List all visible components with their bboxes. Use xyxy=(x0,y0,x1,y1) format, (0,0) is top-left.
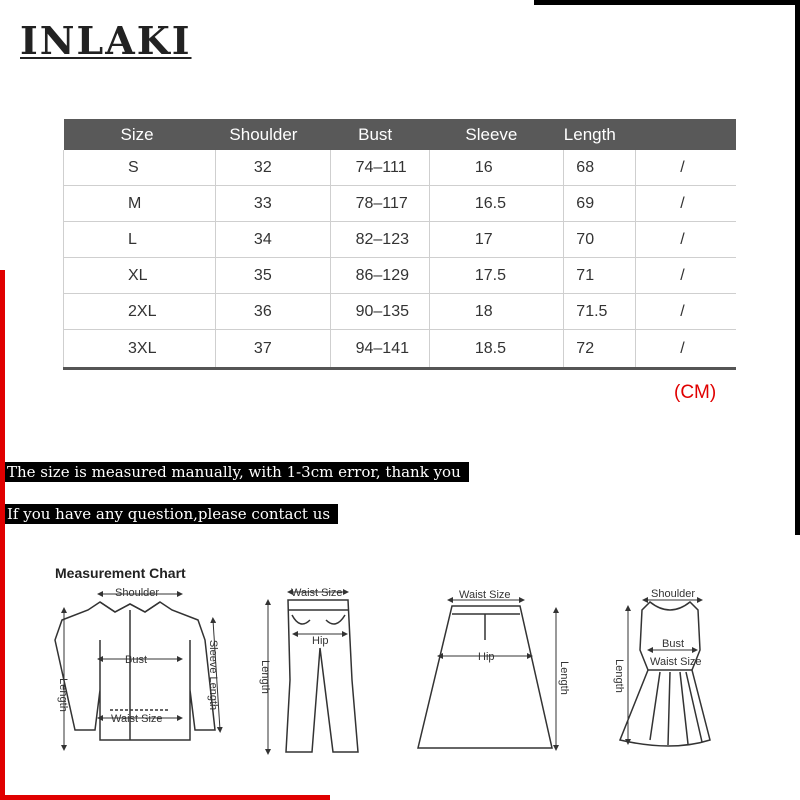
cell-extra: / xyxy=(636,186,736,222)
header-sleeve: Sleeve xyxy=(429,119,563,150)
skirt-icon xyxy=(418,606,552,748)
dress-shoulder-label: Shoulder xyxy=(651,588,696,600)
dress-bust-label: Bust xyxy=(662,638,685,650)
shirt-waist-label: Waist Size xyxy=(111,713,163,725)
cell-extra: / xyxy=(636,258,736,294)
table-row xyxy=(64,222,737,258)
table-row xyxy=(64,186,737,222)
cell-length: 69 xyxy=(564,186,636,222)
size-table xyxy=(63,119,736,370)
cell-sleeve: 18.5 xyxy=(429,330,563,369)
table-header-row xyxy=(64,119,737,150)
pants-hip-label: Hip xyxy=(312,635,329,647)
cell-sleeve: 17 xyxy=(429,222,563,258)
pants-length-label: Length xyxy=(259,660,271,694)
measurement-chart-title: Measurement Chart xyxy=(55,565,186,581)
measurement-diagrams xyxy=(0,580,800,795)
shirt-sleeve-label: Sleeve Length xyxy=(207,639,219,711)
cell-size: L xyxy=(64,222,216,258)
cell-bust: 94–141 xyxy=(330,330,429,369)
cell-size: S xyxy=(64,150,216,186)
cell-shoulder: 36 xyxy=(215,294,330,330)
dress-length-label: Length xyxy=(613,659,625,693)
error-note: The size is measured manually, with 1-3cm error, thank you xyxy=(5,462,469,482)
header-shoulder: Shoulder xyxy=(215,119,330,150)
skirt-length-label: Length xyxy=(558,661,570,695)
cell-length: 71.5 xyxy=(564,294,636,330)
cell-bust: 78–117 xyxy=(330,186,429,222)
cell-length: 68 xyxy=(564,150,636,186)
shirt-length-label: Length xyxy=(57,678,69,712)
frame-right-border xyxy=(795,0,800,535)
cell-shoulder: 35 xyxy=(215,258,330,294)
cell-length: 71 xyxy=(564,258,636,294)
shirt-shoulder-label: Shoulder xyxy=(115,587,160,599)
cell-bust: 86–129 xyxy=(330,258,429,294)
cell-bust: 82–123 xyxy=(330,222,429,258)
frame-top-border xyxy=(534,0,800,5)
header-length: Length xyxy=(564,119,636,150)
cell-extra: / xyxy=(636,330,736,369)
cell-length: 70 xyxy=(564,222,636,258)
pants-icon xyxy=(286,600,358,752)
dress-icon xyxy=(620,602,710,746)
skirt-waist-label: Waist Size xyxy=(459,589,511,601)
table-row xyxy=(64,150,737,186)
skirt-hip-label: Hip xyxy=(478,651,495,663)
cell-size: XL xyxy=(64,258,216,294)
cell-shoulder: 37 xyxy=(215,330,330,369)
dress-waist-label: Waist Size xyxy=(650,656,702,668)
header-bust: Bust xyxy=(330,119,429,150)
cell-extra: / xyxy=(636,222,736,258)
cell-sleeve: 16.5 xyxy=(429,186,563,222)
cell-extra: / xyxy=(636,150,736,186)
cell-size: 2XL xyxy=(64,294,216,330)
cell-shoulder: 34 xyxy=(215,222,330,258)
unit-label: (CM) xyxy=(674,382,717,403)
cell-length: 72 xyxy=(564,330,636,369)
cell-sleeve: 18 xyxy=(429,294,563,330)
table-row xyxy=(64,294,737,330)
frame-bottom-border xyxy=(0,795,330,800)
pants-waist-label: Waist Size xyxy=(291,587,343,599)
cell-size: 3XL xyxy=(64,330,216,369)
brand-logo: INLAKI xyxy=(20,18,192,63)
header-size: Size xyxy=(64,119,216,150)
cell-extra: / xyxy=(636,294,736,330)
cell-bust: 90–135 xyxy=(330,294,429,330)
cell-size: M xyxy=(64,186,216,222)
cell-shoulder: 32 xyxy=(215,150,330,186)
cell-sleeve: 17.5 xyxy=(429,258,563,294)
cell-sleeve: 16 xyxy=(429,150,563,186)
header-blank xyxy=(636,119,736,150)
table-row xyxy=(64,330,737,369)
cell-bust: 74–111 xyxy=(330,150,429,186)
table-row xyxy=(64,258,737,294)
shirt-bust-label: Bust xyxy=(125,654,148,666)
contact-note: If you have any question,please contact us xyxy=(5,504,338,524)
cell-shoulder: 33 xyxy=(215,186,330,222)
